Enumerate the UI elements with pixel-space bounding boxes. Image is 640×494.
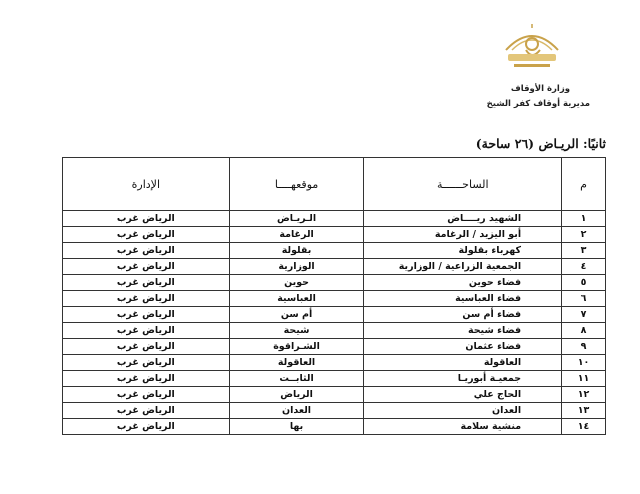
row-administration: الرياض غرب [63, 419, 230, 435]
table-row [63, 387, 606, 403]
row-number: ٦ [562, 291, 606, 307]
ministry-logo-icon [496, 20, 568, 72]
row-square: فضاء حوين [364, 275, 562, 291]
row-square: فضاء العباسية [364, 291, 562, 307]
table-row [63, 243, 606, 259]
row-location: بها [229, 419, 364, 435]
row-location: شيحة [229, 323, 364, 339]
ministry-name: وزارة الأوقاف [510, 84, 570, 94]
row-square: فضاء شيحة [364, 323, 562, 339]
row-number: ٨ [562, 323, 606, 339]
row-administration: الرياض غرب [63, 243, 230, 259]
row-administration: الرياض غرب [63, 307, 230, 323]
row-number: ٤ [562, 259, 606, 275]
row-administration: الرياض غرب [63, 371, 230, 387]
row-square: الجمعية الزراعية / الوزارية [364, 259, 562, 275]
row-square: العدان [364, 403, 562, 419]
directorate-name: مديرية أوقاف كفر الشيخ [486, 99, 590, 109]
row-administration: الرياض غرب [63, 275, 230, 291]
table-row [63, 355, 606, 371]
table-row [63, 371, 606, 387]
row-number: ٧ [562, 307, 606, 323]
row-square: العاقولة [364, 355, 562, 371]
table-row [63, 291, 606, 307]
row-number: ١١ [562, 371, 606, 387]
table-body [63, 211, 606, 435]
row-location: الثابــت [229, 371, 364, 387]
row-number: ١٣ [562, 403, 606, 419]
header-number: م [562, 158, 606, 211]
row-number: ١٤ [562, 419, 606, 435]
row-square: جمعيـة أبوريـا [364, 371, 562, 387]
row-location: العاقولة [229, 355, 364, 371]
row-administration: الرياض غرب [63, 387, 230, 403]
header-administration: الإدارة [63, 158, 230, 211]
table-header-row [63, 158, 606, 211]
row-location: العباسية [229, 291, 364, 307]
table-row [63, 227, 606, 243]
row-square: الحاج علي [364, 387, 562, 403]
row-location: الشـراقوة [229, 339, 364, 355]
row-administration: الرياض غرب [63, 227, 230, 243]
table-row [63, 339, 606, 355]
row-number: ٣ [562, 243, 606, 259]
header-location: موقعهــــا [229, 158, 364, 211]
squares-table [62, 157, 606, 435]
table-row [63, 307, 606, 323]
row-administration: الرياض غرب [63, 291, 230, 307]
row-location: الـريـاض [229, 211, 364, 227]
row-location: الرغامة [229, 227, 364, 243]
row-location: بقلولة [229, 243, 364, 259]
row-square: فضاء عثمان [364, 339, 562, 355]
table-row [63, 259, 606, 275]
row-location: العدان [229, 403, 364, 419]
row-number: ٢ [562, 227, 606, 243]
row-number: ١٠ [562, 355, 606, 371]
table-row [63, 211, 606, 227]
row-administration: الرياض غرب [63, 339, 230, 355]
table-row [63, 275, 606, 291]
row-administration: الرياض غرب [63, 259, 230, 275]
row-location: حوين [229, 275, 364, 291]
row-square: فضاء أم سن [364, 307, 562, 323]
row-number: ٩ [562, 339, 606, 355]
row-location: أم سن [229, 307, 364, 323]
header-square: الساحــــــة [364, 158, 562, 211]
section-title: ثانيًا: الريـاض (٢٦ ساحة) [475, 136, 606, 151]
row-location: الرياض [229, 387, 364, 403]
row-number: ١٢ [562, 387, 606, 403]
row-administration: الرياض غرب [63, 323, 230, 339]
row-square: منشية سلامة [364, 419, 562, 435]
row-square: الشهيد ريــــاض [364, 211, 562, 227]
row-number: ١ [562, 211, 606, 227]
row-square: أبو اليزيد / الرغامة [364, 227, 562, 243]
row-administration: الرياض غرب [63, 403, 230, 419]
row-location: الوزارية [229, 259, 364, 275]
table-row [63, 323, 606, 339]
table-row [63, 403, 606, 419]
row-square: كهرباء بقلولة [364, 243, 562, 259]
table-row [63, 419, 606, 435]
row-number: ٥ [562, 275, 606, 291]
row-administration: الرياض غرب [63, 355, 230, 371]
row-administration: الرياض غرب [63, 211, 230, 227]
